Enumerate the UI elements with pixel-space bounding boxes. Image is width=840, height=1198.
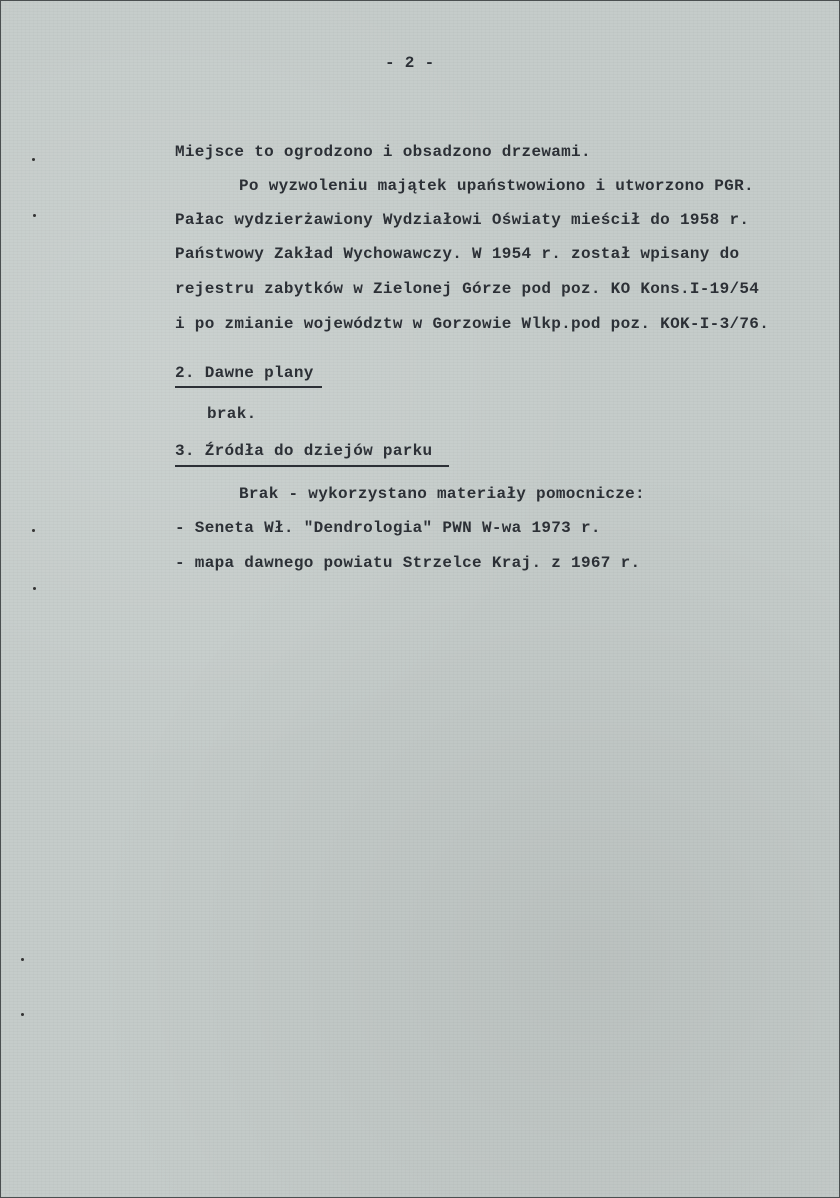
section-heading: 3. Źródła do dziejów parku (175, 442, 433, 460)
section-heading: 2. Dawne plany (175, 364, 314, 382)
heading-underline (175, 386, 322, 388)
heading-underline (175, 465, 449, 467)
section-body: brak. (207, 405, 257, 423)
paragraph-line: Po wyzwoleniu majątek upaństwowiono i utworzono PGR. (239, 177, 754, 195)
paragraph-line: Miejsce to ogrodzono i obsadzono drzewami. (175, 143, 591, 161)
paragraph-line: rejestru zabytków w Zielonej Górze pod poz. KO Kons.I-19/54 (175, 280, 760, 298)
margin-speck (32, 529, 35, 532)
margin-speck (21, 1013, 24, 1016)
margin-speck (32, 158, 35, 161)
margin-speck (21, 958, 24, 961)
paragraph-line: i po zmianie województw w Gorzowie Wlkp.pod poz. KOK-I-3/76. (175, 315, 770, 333)
paragraph-line: Państwowy Zakład Wychowawczy. W 1954 r. został wpisany do (175, 245, 740, 263)
margin-speck (33, 214, 36, 217)
source-list-item: - mapa dawnego powiatu Strzelce Kraj. z 1967 r. (175, 554, 641, 572)
margin-speck (33, 587, 36, 590)
paragraph-line: Pałac wydzierżawiony Wydziałowi Oświaty mieścił do 1958 r. (175, 211, 750, 229)
source-list-item: - Seneta Wł. "Dendrologia" PWN W-wa 1973 r. (175, 519, 601, 537)
page-number: - 2 - (385, 54, 435, 72)
section-intro: Brak - wykorzystano materiały pomocnicze: (239, 485, 645, 503)
